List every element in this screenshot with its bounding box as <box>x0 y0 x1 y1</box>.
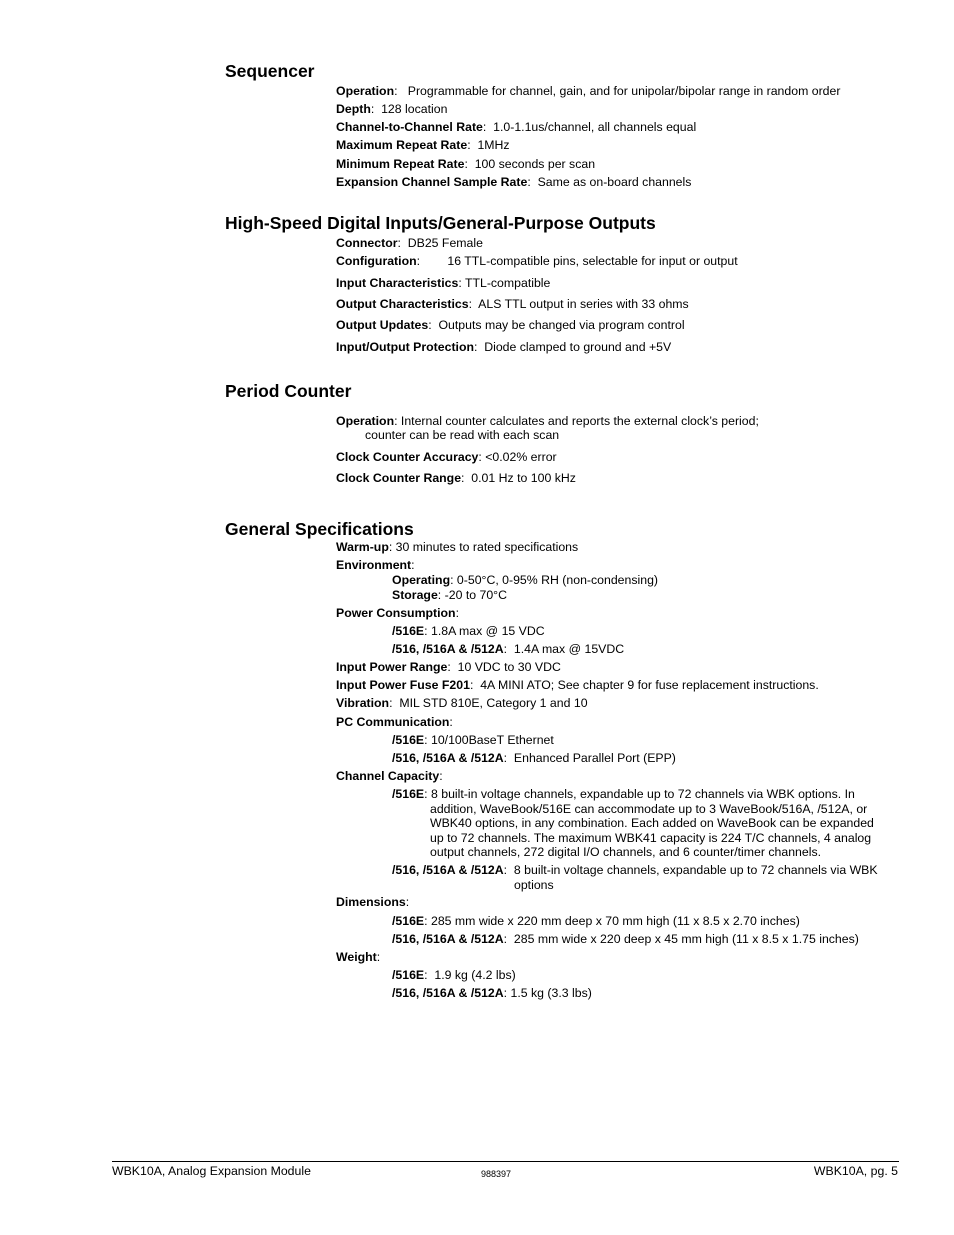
spec-value: 1MHz <box>477 138 510 152</box>
spec-value: 8 built-in voltage channels, expandable up to 72 channels via WBK <box>513 863 878 877</box>
spec-label: Environment <box>336 558 412 572</box>
spec-line <box>336 950 380 965</box>
spec-sep: : <box>376 950 381 964</box>
spec-label: Channel-to-Channel Rate <box>336 120 483 134</box>
spec-label: Depth <box>336 102 371 116</box>
spec-label: Input Power Fuse F201 <box>336 678 470 692</box>
spec-subline <box>392 787 855 802</box>
spec-sep: : <box>424 787 431 801</box>
spec-value: Same as on-board channels <box>537 175 692 189</box>
spec-line <box>336 414 759 429</box>
spec-value: 0.01 Hz to 100 kHz <box>471 471 576 485</box>
spec-value: <0.02% error <box>485 450 557 464</box>
spec-sep: : <box>461 471 472 485</box>
spec-label: /516, /516A & /512A <box>392 642 504 656</box>
footer-document-number: 988397 <box>481 1169 512 1179</box>
spec-value: Outputs may be changed via program control <box>438 318 685 332</box>
spec-line <box>336 471 576 486</box>
spec-sep: : <box>503 932 514 946</box>
spec-label: /516, /516A & /512A <box>392 863 504 877</box>
spec-label: Weight <box>336 950 377 964</box>
spec-label: Operating <box>392 573 451 587</box>
spec-line <box>336 715 453 730</box>
section-title-period-counter: Period Counter <box>225 381 352 401</box>
spec-line <box>336 606 459 621</box>
spec-line <box>336 157 595 172</box>
spec-continuation: up to 72 channels. The maximum WBK41 capacity is 224 T/C channels, 4 analog <box>430 831 872 845</box>
spec-sep: : <box>478 450 486 464</box>
spec-value: 1.4A max @ 15VDC <box>513 642 625 656</box>
spec-label: Configuration <box>336 254 417 268</box>
spec-label: Power Consumption <box>336 606 456 620</box>
spec-label: PC Communication <box>336 715 450 729</box>
spec-sep: : <box>527 175 538 189</box>
spec-value: Enhanced Parallel Port (EPP) <box>513 751 676 765</box>
spec-sep: : <box>424 914 431 928</box>
spec-sep: : <box>411 558 415 572</box>
spec-line <box>336 769 443 784</box>
spec-value: 8 built-in voltage channels, expandable up to 72 channels via WBK options. In <box>430 787 855 801</box>
spec-value: 285 mm wide x 220 deep x 45 mm high (11 x 8.5 x 1.75 inches) <box>513 932 859 946</box>
spec-value: Diode clamped to ground and +5V <box>484 340 672 354</box>
spec-line <box>336 660 561 675</box>
spec-sep: : <box>468 297 479 311</box>
spec-subline <box>392 642 624 657</box>
spec-line <box>336 297 689 312</box>
spec-label: /516, /516A & /512A <box>392 751 504 765</box>
spec-label: Expansion Channel Sample Rate <box>336 175 528 189</box>
spec-value: TTL-compatible <box>464 276 551 290</box>
spec-sep: : <box>424 624 431 638</box>
spec-value: 4A MINI ATO; See chapter 9 for fuse replacement instructions. <box>480 678 819 692</box>
spec-sep: : <box>469 678 481 692</box>
spec-sep: : <box>450 573 457 587</box>
footer-divider <box>112 1161 899 1162</box>
footer-page-number: WBK10A, pg. 5 <box>813 1164 898 1178</box>
spec-sep: : <box>394 84 408 98</box>
spec-line <box>336 696 588 711</box>
spec-sep: : <box>503 642 514 656</box>
spec-sep: : <box>458 276 465 290</box>
spec-subline <box>392 968 516 983</box>
spec-subline <box>392 986 592 1001</box>
section-title-sequencer: Sequencer <box>225 61 315 81</box>
spec-value: 128 location <box>381 102 448 116</box>
spec-label: /516, /516A & /512A <box>392 986 504 1000</box>
spec-sep: : <box>405 895 410 909</box>
spec-continuation: output channels, 272 digital I/O channels, and 6 counter/timer channels. <box>430 845 822 859</box>
spec-label: /516E <box>392 968 425 982</box>
spec-sep: : <box>424 968 435 982</box>
spec-sep: : <box>449 715 453 729</box>
spec-line <box>336 895 409 910</box>
spec-label: Output Updates <box>336 318 429 332</box>
spec-label: Channel Capacity <box>336 769 440 783</box>
spec-sep: : <box>394 414 401 428</box>
spec-label: Input/Output Protection <box>336 340 474 354</box>
spec-sep: : <box>397 236 408 250</box>
spec-value: 0-50°C, 0-95% RH (non-condensing) <box>456 573 659 587</box>
spec-sep: : <box>503 986 511 1000</box>
spec-value: MIL STD 810E, Category 1 and 10 <box>399 696 588 710</box>
spec-sep: : <box>482 120 494 134</box>
spec-value: DB25 Female <box>407 236 483 250</box>
spec-subline <box>392 588 507 603</box>
spec-value: 10 VDC to 30 VDC <box>457 660 561 674</box>
spec-label: Operation <box>336 84 395 98</box>
spec-sep: : <box>428 318 439 332</box>
spec-label: Clock Counter Accuracy <box>336 450 479 464</box>
spec-line <box>336 678 819 693</box>
spec-subline <box>392 733 554 748</box>
spec-continuation: WBK40 options, in any combination. Each added on WaveBook can be expanded <box>430 816 874 830</box>
spec-label: /516E <box>392 624 425 638</box>
spec-value: 285 mm wide x 220 mm deep x 70 mm high (11 x 8.5 x 2.70 inches) <box>430 914 800 928</box>
spec-line <box>336 175 691 190</box>
spec-value: 1.5 kg (3.3 lbs) <box>510 986 592 1000</box>
spec-sep: : <box>424 733 431 747</box>
spec-value: 16 TTL-compatible pins, selectable for input or output <box>447 254 738 268</box>
spec-label: Storage <box>392 588 438 602</box>
spec-subline <box>392 863 878 878</box>
spec-label: Maximum Repeat Rate <box>336 138 468 152</box>
spec-sep: : <box>467 138 478 152</box>
spec-sep: : <box>416 254 448 268</box>
spec-value: 1.0-1.1us/channel, all channels equal <box>493 120 697 134</box>
spec-line <box>336 84 840 99</box>
spec-sep: : <box>389 696 400 710</box>
spec-sep: : <box>503 863 514 877</box>
spec-label: /516E <box>392 733 425 747</box>
spec-sep: : <box>473 340 485 354</box>
spec-sep: : <box>447 660 458 674</box>
spec-value: 10/100BaseT Ethernet <box>430 733 554 747</box>
spec-label: Warm-up <box>336 540 389 554</box>
spec-line <box>336 276 550 291</box>
spec-label: Dimensions <box>336 895 406 909</box>
section-title-general-specifications: General Specifications <box>225 519 414 539</box>
spec-value: Programmable for channel, gain, and for unipolar/bipolar range in random order <box>407 84 841 98</box>
section-title-digital: High-Speed Digital Inputs/General-Purpose Outputs <box>225 213 656 233</box>
spec-sep: : <box>464 157 475 171</box>
spec-label: Vibration <box>336 696 390 710</box>
spec-line <box>336 102 447 117</box>
spec-label: Minimum Repeat Rate <box>336 157 465 171</box>
spec-continuation: counter can be read with each scan <box>365 428 560 442</box>
spec-line <box>336 120 696 135</box>
spec-value: 1.9 kg (4.2 lbs) <box>434 968 516 982</box>
spec-line <box>336 318 685 333</box>
spec-sep: : <box>388 540 396 554</box>
spec-value: Internal counter calculates and reports the external clock’s period; <box>400 414 759 428</box>
spec-value: 1.8A max @ 15 VDC <box>430 624 545 638</box>
spec-value: ALS TTL output in series with 33 ohms <box>478 297 689 311</box>
spec-sep: : <box>455 606 459 620</box>
spec-line <box>336 254 738 269</box>
spec-label: Input Characteristics <box>336 276 459 290</box>
spec-label: /516E <box>392 914 425 928</box>
spec-line <box>336 540 578 555</box>
spec-sep: : <box>370 102 382 116</box>
spec-line <box>336 450 557 465</box>
spec-label: Output Characteristics <box>336 297 469 311</box>
spec-value: -20 to 70°C <box>444 588 507 602</box>
spec-line <box>336 236 483 251</box>
spec-subline <box>392 624 545 639</box>
spec-continuation: options <box>514 878 554 892</box>
spec-line <box>336 558 415 573</box>
footer-left: WBK10A, Analog Expansion Module <box>112 1164 311 1178</box>
spec-subline <box>392 914 800 929</box>
spec-label: Operation <box>336 414 395 428</box>
spec-continuation: addition, WaveBook/516E can accommodate up to 3 WaveBook/516A, /512A, or <box>430 802 868 816</box>
spec-line <box>336 138 510 153</box>
spec-subline <box>392 573 658 588</box>
spec-label: /516, /516A & /512A <box>392 932 504 946</box>
spec-line <box>336 340 671 355</box>
spec-label: Connector <box>336 236 398 250</box>
spec-subline <box>392 751 676 766</box>
spec-sep: : <box>437 588 445 602</box>
spec-value: 100 seconds per scan <box>474 157 596 171</box>
spec-sep: : <box>439 769 443 783</box>
spec-label: Input Power Range <box>336 660 448 674</box>
spec-value: 30 minutes to rated specifications <box>395 540 579 554</box>
spec-subline <box>392 932 859 947</box>
spec-sep: : <box>503 751 514 765</box>
spec-label: Clock Counter Range <box>336 471 462 485</box>
spec-label: /516E <box>392 787 425 801</box>
